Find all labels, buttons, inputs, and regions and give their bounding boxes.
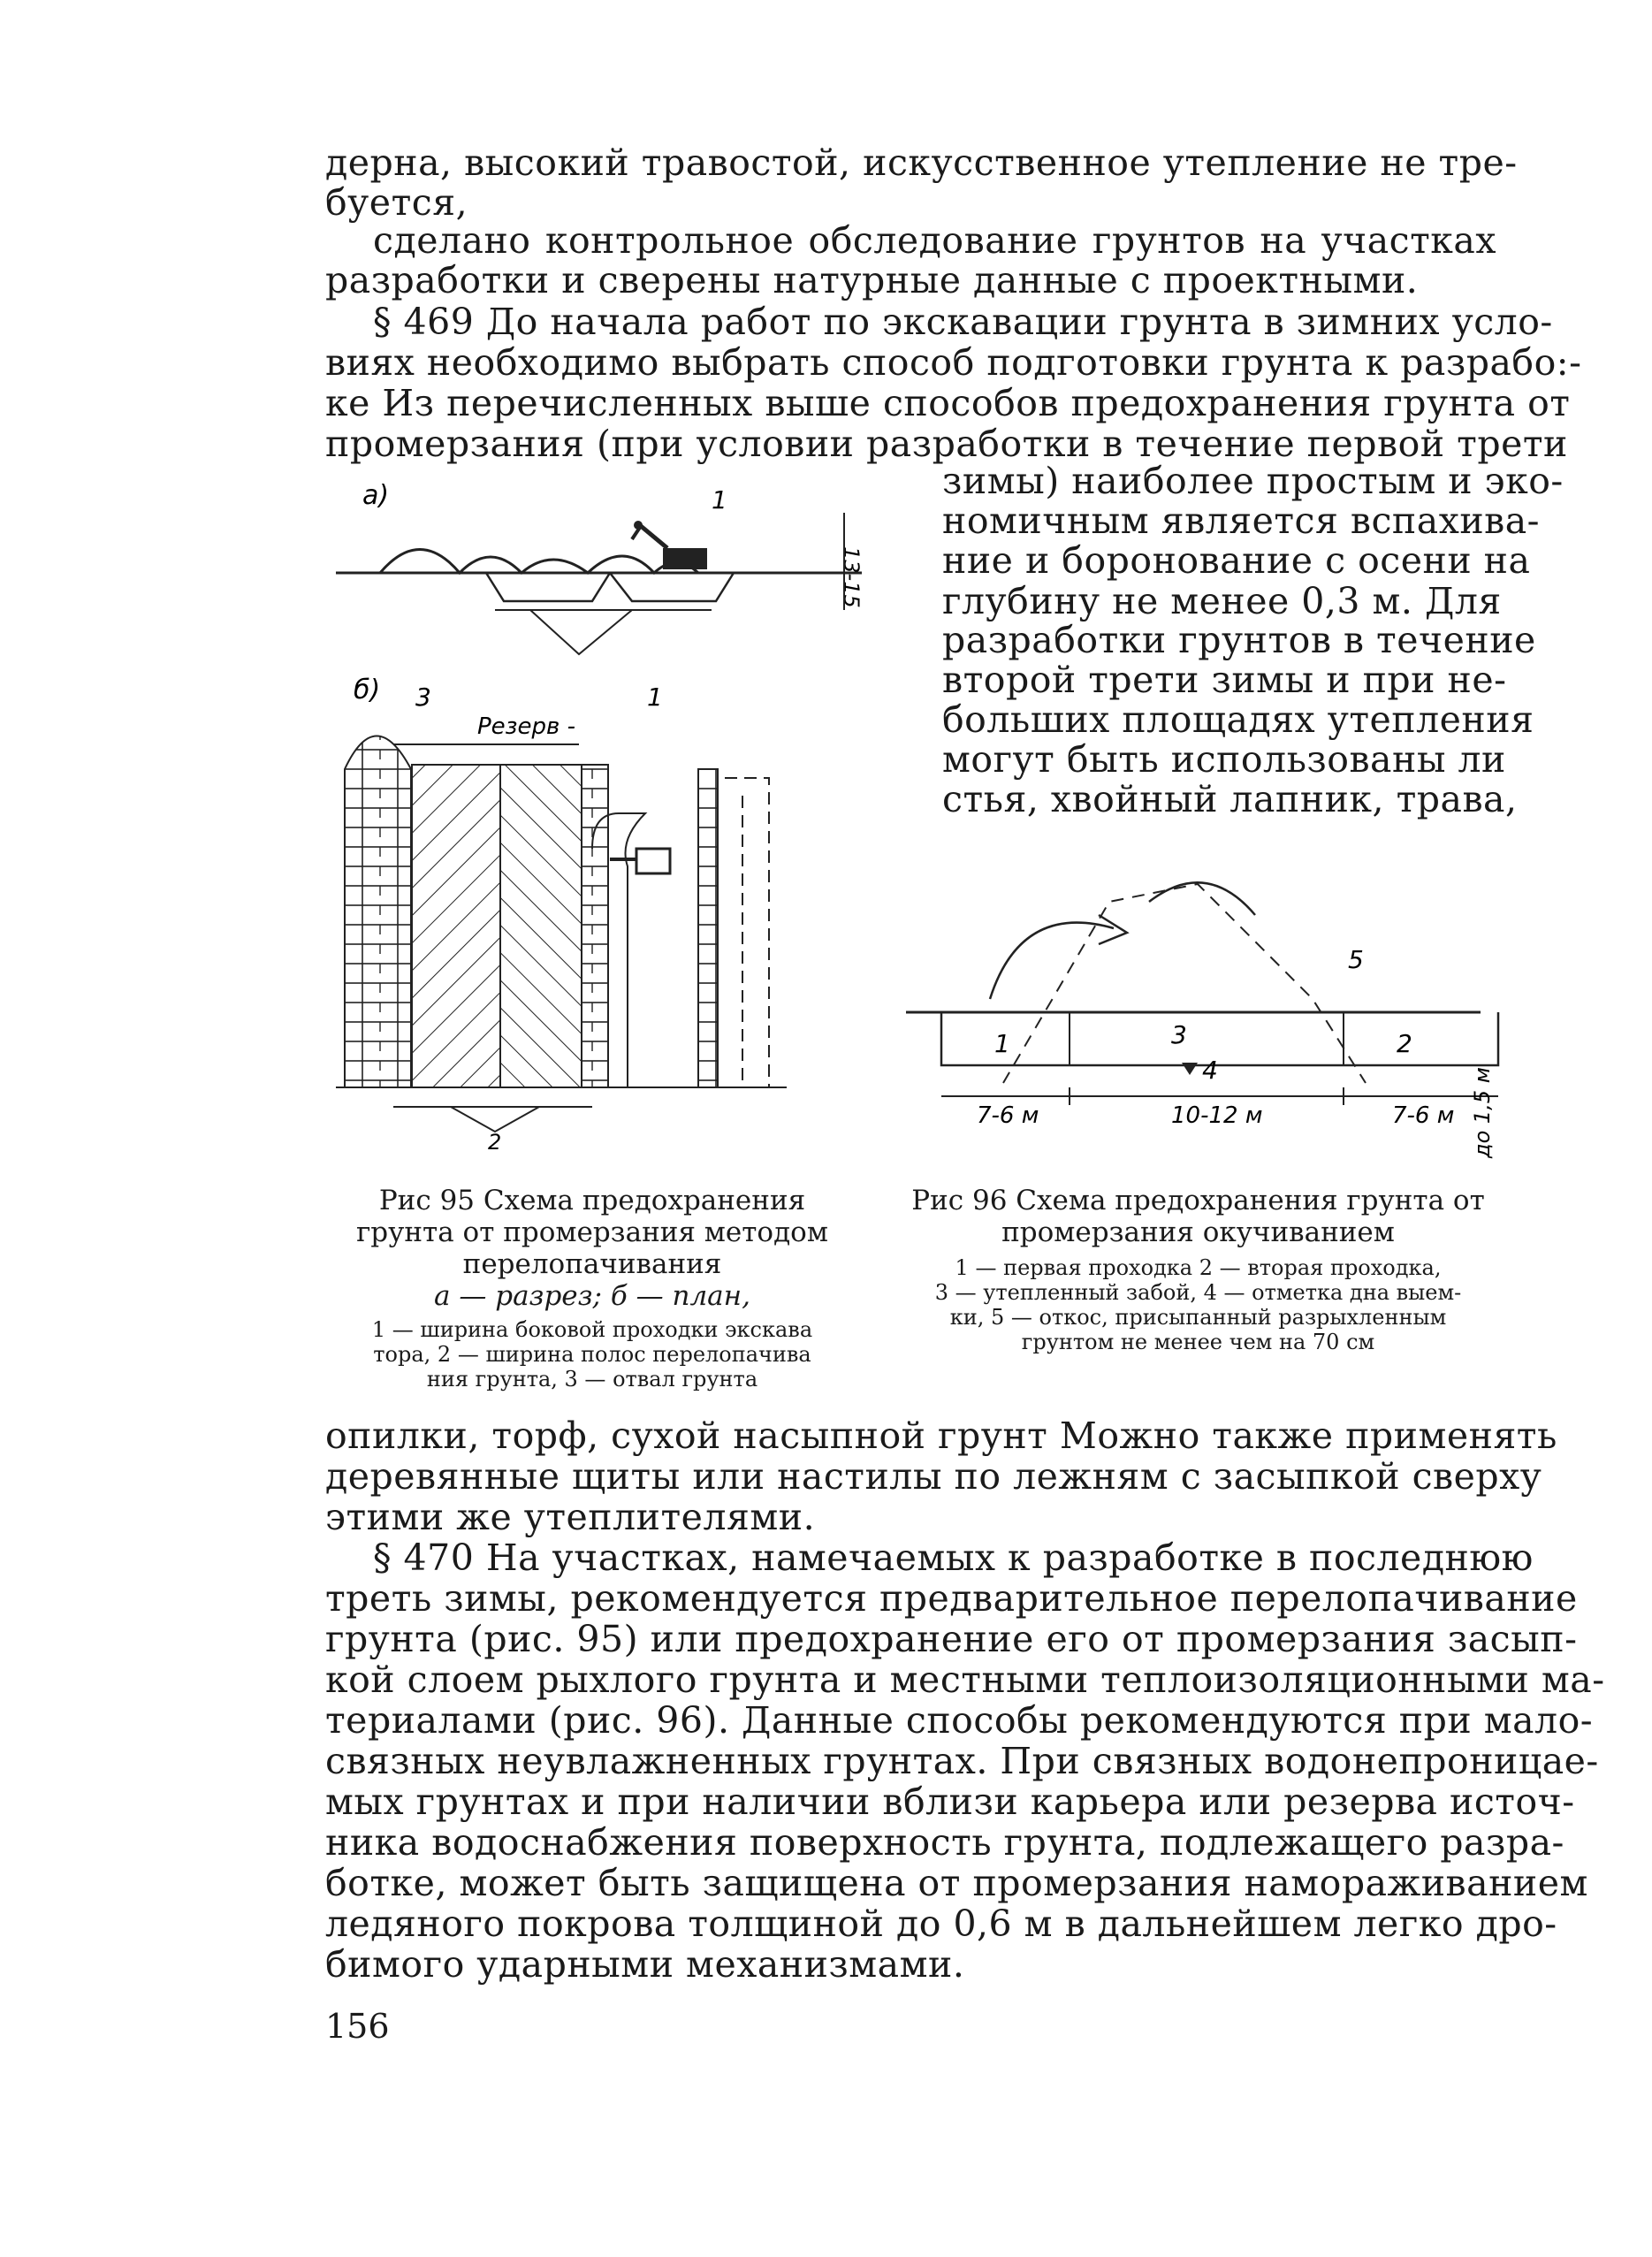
fig95-reserve-label: Резерв - [477, 713, 575, 740]
soil-mounds [380, 550, 698, 574]
strip-3 [582, 765, 608, 1087]
fig96-caption-line: промерзания окучиванием [1001, 1216, 1395, 1248]
fig95-num-1-plan: 1 [647, 682, 663, 712]
text-line: грунта (рис. 95) или предохранение его от промерзания засып- [325, 1618, 1578, 1660]
fig96-legend-line: 1 — первая проходка 2 — вторая проходка, [955, 1255, 1442, 1280]
pile-3 [345, 736, 411, 1088]
strip-2 [500, 765, 582, 1087]
trench-outline [941, 1012, 1498, 1065]
text-line: этими же утеплителями. [325, 1496, 816, 1538]
strip-1 [412, 765, 500, 1087]
fig95-label-a: а) [362, 480, 390, 511]
text-line: номичным является вспахива- [942, 499, 1541, 542]
text-line: деревянные щиты или настилы по лежням с засыпкой сверху [325, 1455, 1542, 1498]
text-line: ние и боронование с осени на [942, 539, 1531, 582]
text-line: териалами (рис. 96). Данные способы рекомендуются при мало- [325, 1699, 1594, 1742]
slope-dashed [1003, 884, 1366, 1083]
text-line: бимого ударными механизмами. [325, 1943, 965, 1986]
text-line: мых грунтах и при наличии вблизи карьера или резерва источ- [325, 1780, 1575, 1823]
fig96-dim-left: 7-6 м [977, 1102, 1039, 1129]
text-line: § 469 До начала работ по экскавации грунта в зимних усло- [373, 301, 1553, 343]
callout-2 [451, 1107, 539, 1132]
fig95-label-b: б) [354, 675, 381, 705]
fig96-dim-right: 7-6 м [1392, 1102, 1455, 1129]
fig96-legend-line: ки, 5 — откос, присыпанный разрыхленным [949, 1305, 1447, 1330]
figure-95 [327, 477, 902, 1149]
fig95-num-2: 2 [488, 1130, 502, 1149]
text-line: второй трети зимы и при не- [942, 659, 1507, 701]
text-line: сделано контрольное обследование грунтов на участках [373, 219, 1496, 262]
reserve-dashed [725, 778, 769, 1087]
fig95-legend-line: 1 — ширина боковой проходки экскава [371, 1317, 813, 1342]
brick-edge-right [698, 769, 718, 1087]
text-line: ботке, может быть защищена от промерзания намораживанием [325, 1862, 1588, 1904]
fig95-legend-line: тора, 2 — ширина полос перелопачива [373, 1342, 811, 1367]
fig96-num-1: 1 [994, 1029, 1010, 1058]
arrow-1 [990, 923, 1114, 999]
fig96-num-5: 5 [1348, 945, 1364, 974]
text-line: могут быть использованы ли [942, 738, 1506, 781]
excavator-plan-icon [610, 849, 670, 873]
text-line: глубину не менее 0,3 м. Для [942, 580, 1502, 622]
fig95-depth-label: 13-15 [839, 546, 864, 608]
fig95-legend-line: ния грунта, 3 — отвал грунта [426, 1367, 758, 1392]
fig95-num-1-top: 1 [712, 485, 727, 515]
fig95-caption-sub: а — разрез; б — план, [434, 1280, 750, 1312]
fig95-caption-line: грунта от промерзания методом [356, 1216, 828, 1248]
text-line: больших площадях утепления [942, 698, 1534, 741]
trench-section [486, 573, 734, 601]
callout-1 [530, 610, 632, 654]
text-line: разработки и сверены натурные данные с проектными. [325, 259, 1419, 301]
text-line: связных неувлажненных грунтах. При связных водонепроницае- [325, 1740, 1599, 1782]
text-line: виях необходимо выбрать способ подготовки грунта к разрабо:- [325, 341, 1582, 384]
text-line: ке Из перечисленных выше способов предохранения грунта от [325, 382, 1571, 424]
fig96-num-4: 4 [1202, 1056, 1218, 1085]
fig95-caption-line: Рис 95 Схема предохранения [378, 1185, 806, 1216]
fig96-dim-mid: 10-12 м [1171, 1102, 1263, 1129]
figure-96 [897, 866, 1516, 1167]
text-line: § 470 На участках, намечаемых к разработке в последнюю [373, 1536, 1534, 1579]
text-line: кой слоем рыхлого грунта и местными теплоизоляционными ма- [325, 1658, 1605, 1701]
arrow-1-head [1099, 915, 1127, 944]
fig96-legend-line: 3 — утепленный забой, 4 — отметка дна выем- [934, 1280, 1462, 1305]
fig95-caption-line: перелопачивания [462, 1248, 722, 1280]
fig96-dim-depth: до 1,5 м [1470, 1067, 1495, 1158]
page-number: 156 [325, 2007, 390, 2046]
fig96-caption-line: Рис 96 Схема предохранения грунта от [911, 1185, 1485, 1216]
fig96-legend-line: грунтом не менее чем на 70 см [1021, 1330, 1375, 1354]
text-line: треть зимы, рекомендуется предварительное перелопачивание [325, 1577, 1578, 1620]
text-line: зимы) наиболее простым и эко- [942, 460, 1564, 502]
bottom-marker [1182, 1063, 1198, 1075]
text-line: разработки грунтов в течение [942, 619, 1536, 661]
text-line: дерна, высокий травостой, искусственное утепление не тре- [325, 141, 1518, 184]
fig96-num-2: 2 [1397, 1029, 1412, 1058]
text-line: ледяного покрова толщиной до 0,6 м в дальнейшем легко дро- [325, 1902, 1557, 1945]
text-line: ника водоснабжения поверхность грунта, подлежащего разра- [325, 1821, 1564, 1864]
fig96-num-3: 3 [1171, 1020, 1187, 1049]
text-line: стья, хвойный лапник, трава, [942, 778, 1518, 820]
text-line: опилки, торф, сухой насыпной грунт Можно также применять [325, 1414, 1557, 1457]
fig95-num-3: 3 [415, 682, 431, 712]
text-line: буется, [325, 181, 468, 224]
text-line: промерзания (при условии разработки в течение первой трети [325, 423, 1568, 465]
